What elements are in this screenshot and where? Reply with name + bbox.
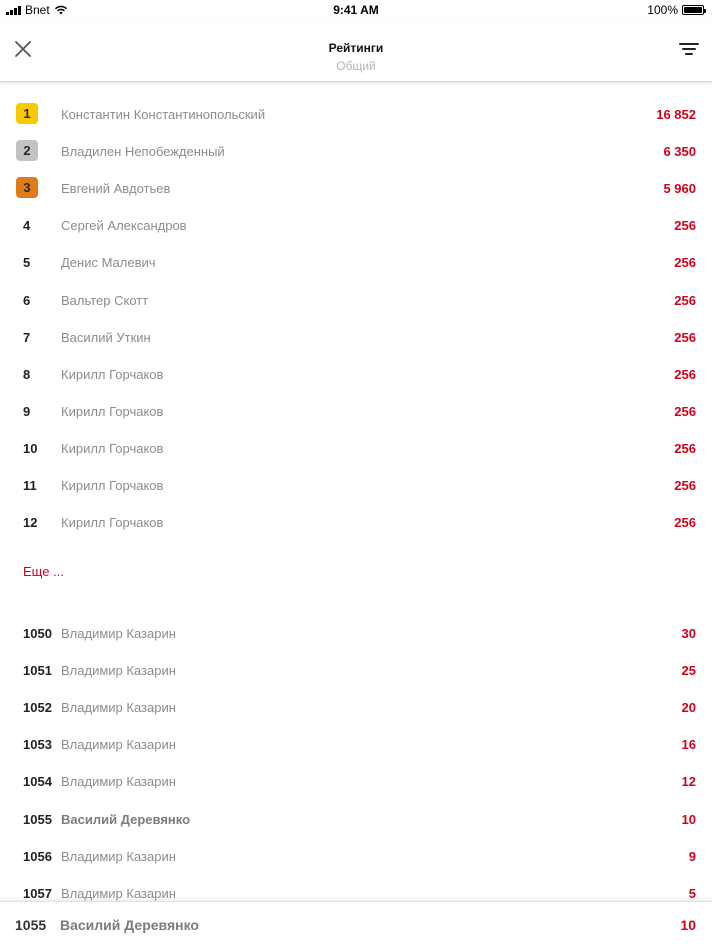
table-row[interactable]	[0, 283, 712, 320]
player-score: 9	[688, 848, 696, 864]
rank-number: 1057	[23, 885, 52, 901]
rank-number: 7	[23, 329, 31, 345]
player-name: Кирилл Горчаков	[61, 403, 164, 419]
table-row[interactable]	[0, 171, 712, 208]
player-score: 5 960	[663, 181, 696, 197]
rank-number: 9	[23, 403, 31, 419]
rank-number: 1053	[23, 737, 52, 753]
player-name: Вальтер Скотт	[61, 292, 149, 308]
table-row[interactable]	[0, 653, 712, 690]
player-score: 256	[674, 478, 696, 493]
page-title: Рейтинги	[328, 41, 384, 55]
player-name: Владимир Казарин	[61, 663, 176, 679]
player-name: Кирилл Горчаков	[61, 440, 164, 456]
player-name: Владимир Казарин	[61, 626, 176, 641]
nav-header	[0, 20, 712, 82]
player-score: 256	[674, 440, 696, 456]
page-subtitle: Общий	[336, 59, 376, 73]
rank-number: 5	[23, 255, 31, 271]
table-row[interactable]	[0, 505, 712, 542]
current-user-row	[0, 901, 712, 950]
player-score: 10	[681, 811, 696, 827]
battery-percent: 100%	[647, 3, 678, 17]
filter-icon[interactable]	[678, 40, 700, 58]
table-row[interactable]	[0, 431, 712, 468]
player-score: 10	[680, 917, 696, 933]
table-row[interactable]	[0, 802, 712, 839]
table-row[interactable]	[0, 468, 712, 505]
table-row[interactable]	[0, 616, 712, 653]
rank-number: 1052	[23, 700, 52, 716]
player-name: Сергей Александров	[61, 218, 187, 234]
rank-number: 1055	[23, 811, 52, 827]
player-name: Константин Константинопольский	[61, 107, 266, 122]
player-score: 256	[674, 515, 696, 531]
table-row[interactable]	[0, 97, 712, 134]
player-score: 20	[681, 700, 696, 716]
rank-number: 1055	[15, 917, 47, 933]
silver-medal-badge: 2	[16, 140, 38, 161]
player-name: Кирилл Горчаков	[61, 366, 164, 382]
table-row[interactable]	[0, 134, 712, 171]
table-row[interactable]	[0, 320, 712, 357]
table-row[interactable]	[0, 690, 712, 727]
player-score: 16 852	[656, 107, 696, 122]
player-score: 256	[674, 218, 696, 234]
rank-number: 1050	[23, 626, 52, 641]
player-name: Денис Малевич	[61, 255, 156, 271]
rank-number: 8	[23, 366, 31, 382]
rank-number: 10	[23, 440, 38, 456]
player-score: 256	[674, 292, 696, 308]
gold-medal-badge: 1	[16, 103, 38, 124]
table-row[interactable]	[0, 394, 712, 431]
player-name: Владимир Казарин	[61, 774, 176, 790]
player-name: Кирилл Горчаков	[61, 478, 164, 493]
table-row[interactable]	[0, 357, 712, 394]
player-name: Василий Деревянко	[61, 811, 191, 827]
more-link[interactable]: Еще ...	[23, 564, 64, 579]
rank-number: 11	[23, 478, 37, 493]
rank-number: 4	[23, 218, 31, 234]
status-time: 9:41 AM	[333, 3, 379, 17]
player-name: Василий Уткин	[61, 329, 151, 345]
player-name: Владилен Непобежденный	[61, 144, 225, 160]
rank-number: 1056	[23, 848, 52, 864]
status-right	[647, 3, 704, 17]
player-score: 256	[674, 403, 696, 419]
rank-number: 1054	[23, 774, 52, 790]
player-score: 256	[674, 366, 696, 382]
player-score: 6 350	[663, 144, 696, 160]
player-name: Владимир Казарин	[61, 700, 176, 716]
player-score: 12	[681, 774, 696, 790]
table-row[interactable]	[0, 727, 712, 764]
status-bar	[0, 0, 712, 20]
table-row[interactable]	[0, 208, 712, 245]
player-score: 5	[688, 885, 696, 901]
player-name: Евгений Авдотьев	[61, 181, 171, 197]
player-score: 256	[674, 329, 696, 345]
rank-number: 12	[23, 515, 38, 531]
player-score: 30	[681, 626, 696, 641]
player-name: Кирилл Горчаков	[61, 515, 164, 531]
battery-icon	[682, 5, 704, 15]
bronze-medal-badge: 3	[16, 177, 38, 198]
player-name: Владимир Казарин	[61, 737, 176, 753]
player-name: Василий Деревянко	[60, 917, 199, 933]
player-score: 25	[681, 663, 696, 679]
table-row[interactable]	[0, 245, 712, 282]
rank-number: 1051	[23, 663, 52, 679]
player-score: 256	[674, 255, 696, 271]
table-row[interactable]	[0, 839, 712, 876]
player-score: 16	[681, 737, 696, 753]
carrier-name: Bnet	[25, 3, 50, 17]
rank-number: 6	[23, 292, 31, 308]
table-row[interactable]	[0, 764, 712, 801]
player-name: Владимир Казарин	[61, 848, 176, 864]
player-name: Владимир Казарин	[61, 885, 176, 901]
